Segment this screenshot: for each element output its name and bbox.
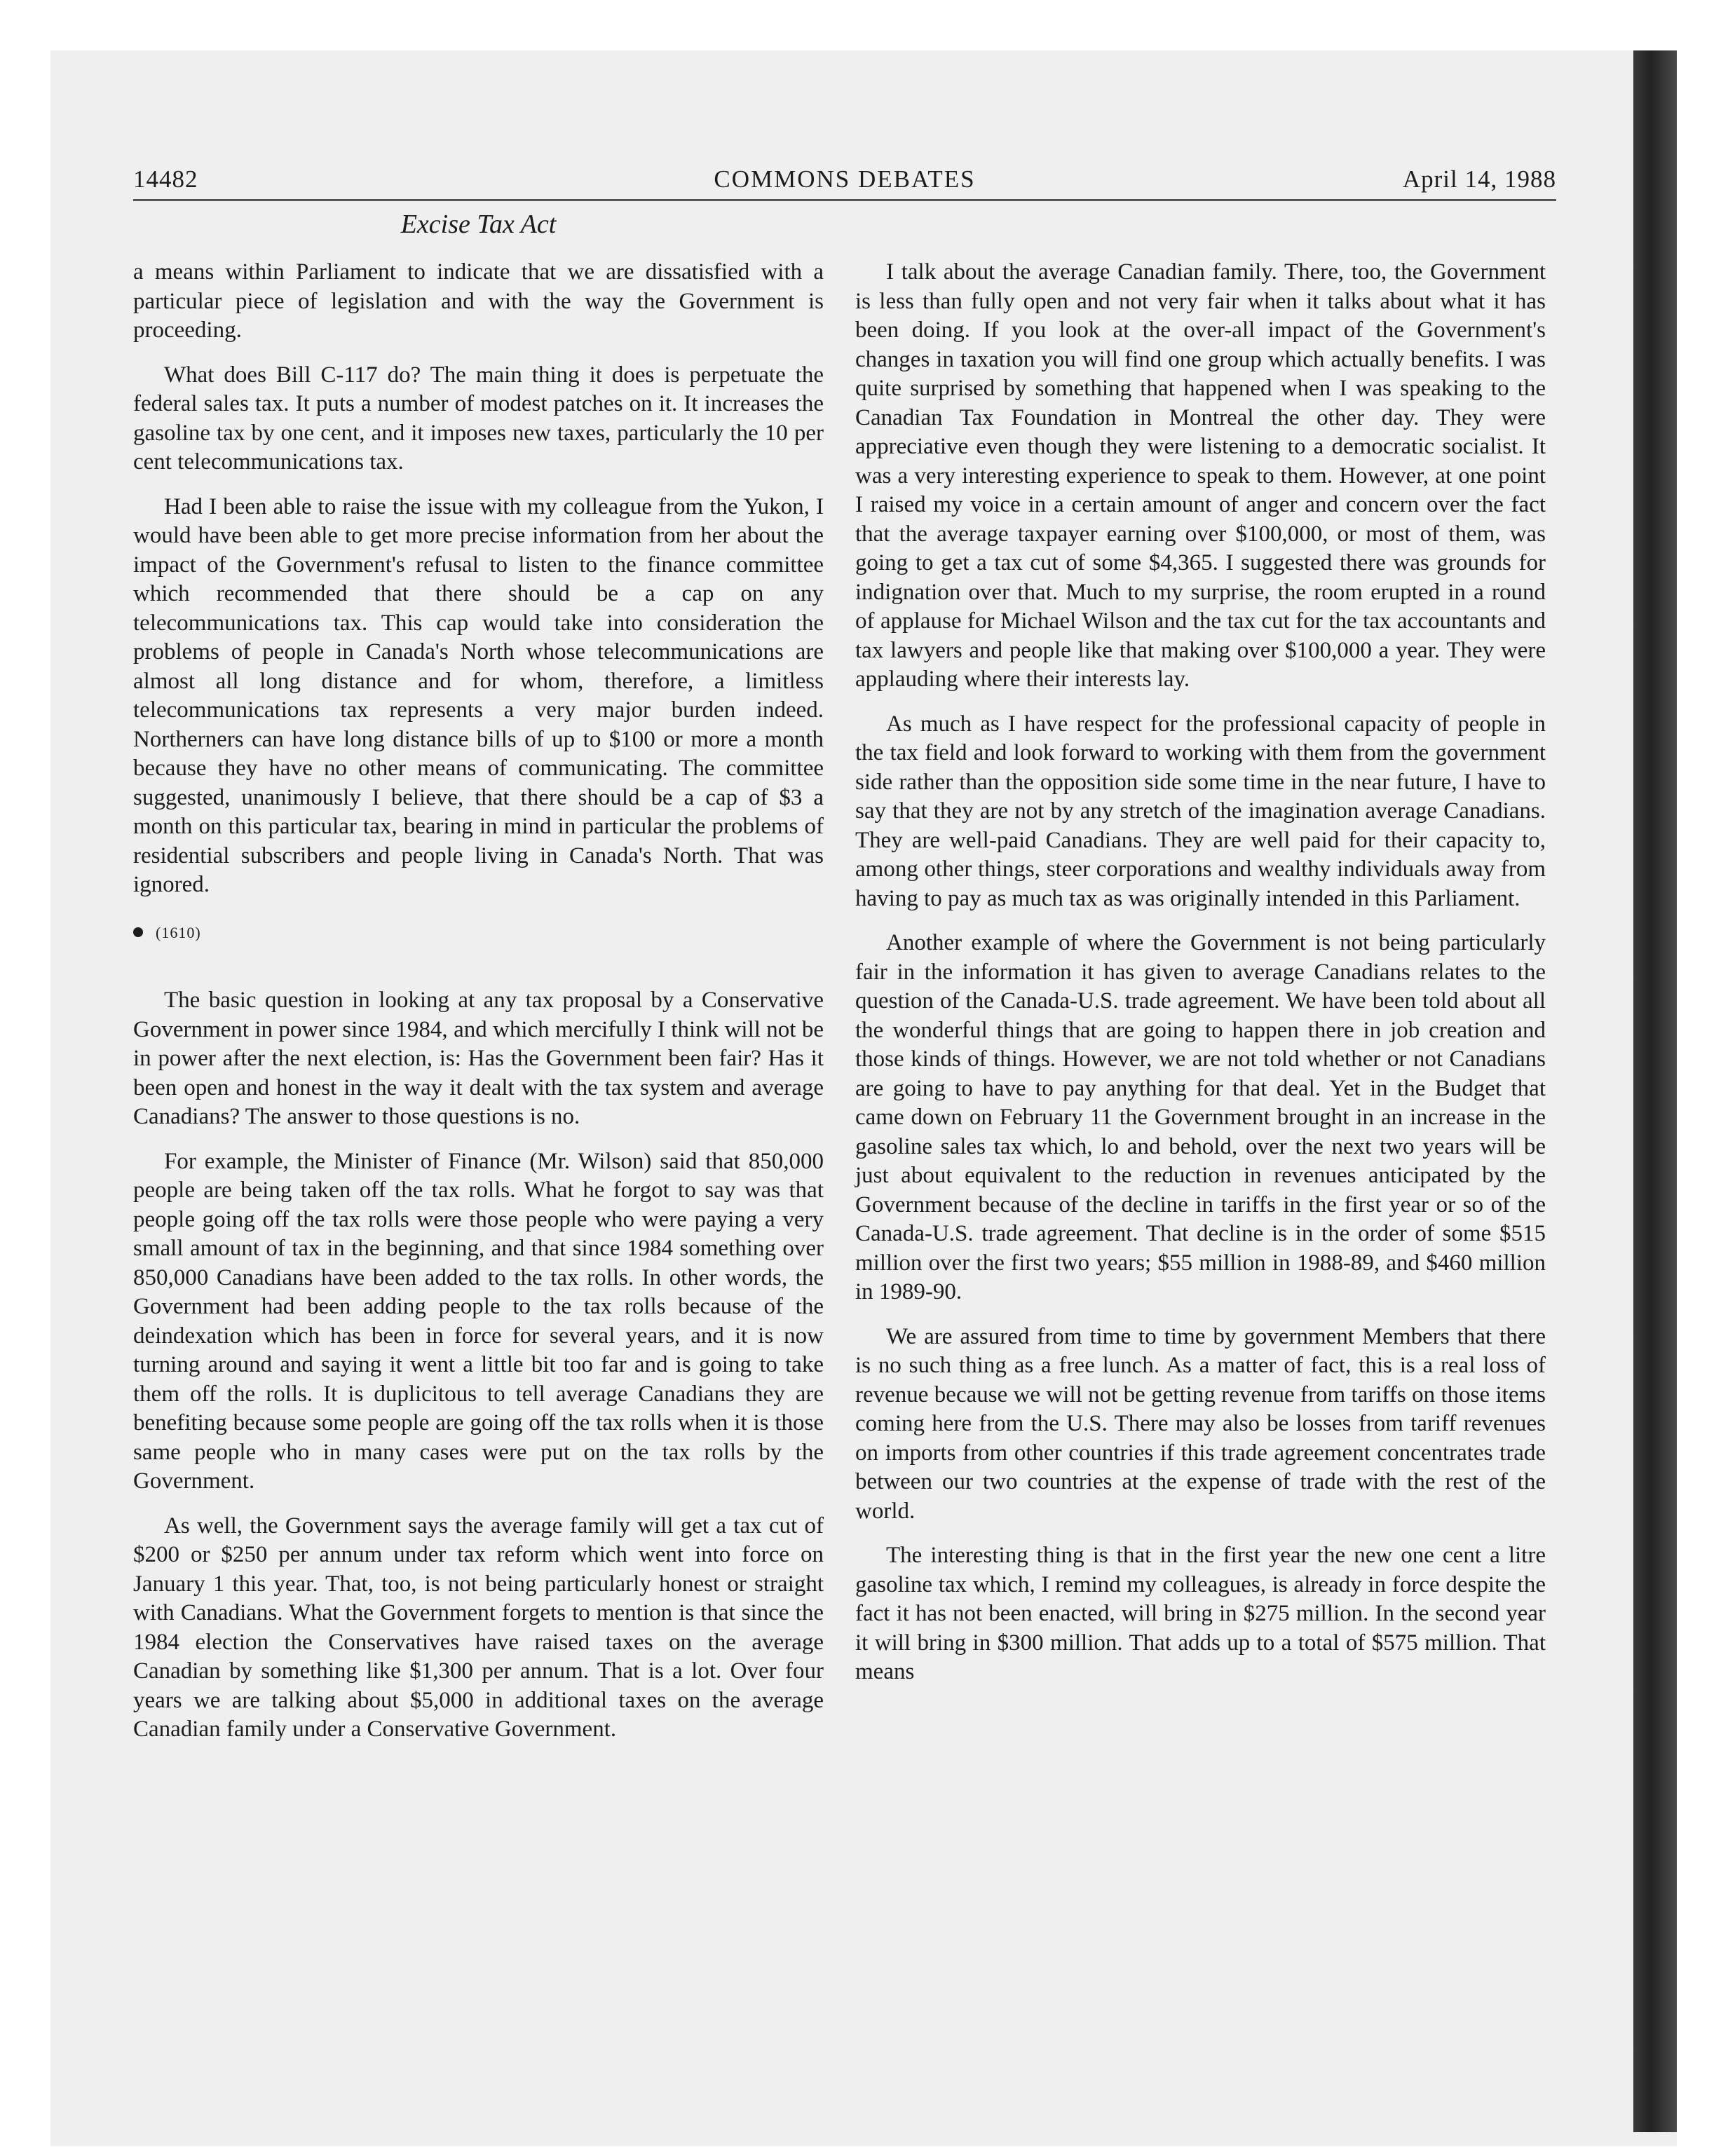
paragraph: Another example of where the Government is not being particularly fair in the information it has given to average Canadians relates to the question of the Canada-U.S. trade agreement. We have been told about all the wonderful things that are going to happen there in job creation and those kinds of things. However, we are not told whether or not Canadians are going to have to pay anything for that deal. Yet in the Budget that came down on February 11 the Government brought in an increase in the gasoline sales tax which, lo and behold, over the next two years will be just about equivalent to the reduction in revenues anticipated by the Government because of the decline in tariffs in the first year or so of the Canada-U.S. trade agreement. That decline is in the order of some $515 million over the first two years; $55 million in 1988-89, and $460 million in 1989-90. — [855, 930, 1546, 1304]
paragraph: The basic question in looking at any tax proposal by a Conservative Government in power since 1984, and which mercifully I think will not be in power after the next election, is: Has the Government been fair? Has it been open and honest in the way it dealt with the tax system and average Canadians? The answer to those questions is no. — [133, 988, 824, 1129]
paragraph: Had I been able to raise the issue with my colleague from the Yukon, I would have been able to get more precise information from her about the impact of the Government's refusal to listen to the finance committee which recommended that there should be a cap on any telecommunications tax. This cap would take into consideration the problems of people in Canada's North whose telecommunications are almost all long distance and for whom, therefore, a limitless telecommunications tax represents a very major burden indeed. Northerners can have long distance bills of up to $100 or more a month because they have no other means of communicating. The committee suggested, unanimously I believe, that there should be a cap of $3 a month on this particular tax, bearing in mind in particular the problems of residential subscribers and people living in Canada's North. That was ignored. — [133, 493, 824, 897]
publication-title: COMMONS DEBATES — [714, 165, 976, 193]
right-column — [855, 258, 1546, 1703]
paragraph: As well, the Government says the average family will get a tax cut of $200 or $250 per annum under tax reform which went into force on January 1 this year. That, too, is not being particularly honest or straight with Canadians. What the Government forgets to mention is that since the 1984 election the Conservatives have raised taxes on the average Canadian by something like $1,300 per annum. That is a lot. Over four years we are talking about $5,000 in additional taxes on the average Canadian family under a Conservative Government. — [133, 1513, 824, 1742]
page-number: 14482 — [133, 165, 198, 193]
bullet-icon — [133, 927, 143, 937]
paragraph: I talk about the average Canadian family. There, too, the Government is less than fully open and not very fair when it talks about what it has been doing. If you look at the over-all impact of the Government's changes in taxation you will find one group which actually benefits. I was quite surprised by something that happened when I was speaking to the Canadian Tax Foundation in Montreal the other day. They were appreciative even though they were listening to a democratic socialist. It was a very interesting experience to speak to them. However, at one point I raised my voice in a certain amount of anger and concern over the fact that the average taxpayer earning over $100,000, or most of them, was going to get a tax cut of some $4,365. I suggested there was grounds for indignation over that. Much to my surprise, the room erupted in a round of applause for Michael Wilson and the tax cut for the tax accountants and tax lawyers and people like that making over $100,000 a year. They were applauding where their interests lay. — [855, 259, 1546, 692]
paragraph: As much as I have respect for the professional capacity of people in the tax field and look forward to working with them from the government side rather than the opposition side some time in the near future, I have to say that they are not by any stretch of the imagination average Canadians. They are well-paid Canadians. They are well paid for their capacity to, among other things, steer corporations and wealthy individuals away from having to pay as much tax as was originally intended in this Parliament. — [855, 711, 1546, 911]
paragraph: a means within Parliament to indicate that we are dissatisfied with a particular piece of legislation and with the way the Government is proceeding. — [133, 259, 824, 343]
time-marker — [133, 918, 824, 948]
left-column — [133, 258, 824, 1760]
paragraph: The interesting thing is that in the first year the new one cent a litre gasoline tax which, I remind my colleagues, is already in force despite the fact it has not been enacted, will bring in $275 million. In the second year it will bring in $300 million. That adds up to a total of $575 million. That means — [855, 1543, 1546, 1684]
time-marker-label: (1610) — [156, 923, 201, 941]
section-title: Excise Tax Act — [400, 210, 557, 239]
running-header — [133, 163, 1556, 201]
header-date: April 14, 1988 — [1402, 165, 1556, 193]
paragraph: For example, the Minister of Finance (Mr. Wilson) said that 850,000 people are being taken off the tax rolls. What he forgot to say was that people going off the tax rolls were those people who were paying a very small amount of tax in the beginning, and that since 1984 something over 850,000 Canadians have been added to the tax rolls. In other words, the Government had been adding people to the tax rolls because of the deindexation which has been in force for several years, and it is now turning around and saying it went a little bit too far and is going to take them off the rolls. It is duplicitous to tell average Canadians they are benefiting because some people are going off the tax rolls when it is those same people who in many cases were put on the tax rolls by the Government. — [133, 1148, 824, 1494]
scan-edge-shadow — [1633, 50, 1677, 2132]
paragraph: We are assured from time to time by government Members that there is no such thing as a free lunch. As a matter of fact, this is a real loss of revenue because we will not be getting revenue from tariffs on those items coming here from the U.S. There may also be losses from tariff revenues on imports from other countries if this trade agreement concentrates trade between our two countries at the expense of trade with the rest of the world. — [855, 1323, 1546, 1524]
paragraph: What does Bill C-117 do? The main thing it does is perpetuate the federal sales tax. It puts a number of modest patches on it. It increases the gasoline tax by one cent, and it imposes new taxes, particularly the 10 per cent telecommunications tax. — [133, 362, 824, 475]
